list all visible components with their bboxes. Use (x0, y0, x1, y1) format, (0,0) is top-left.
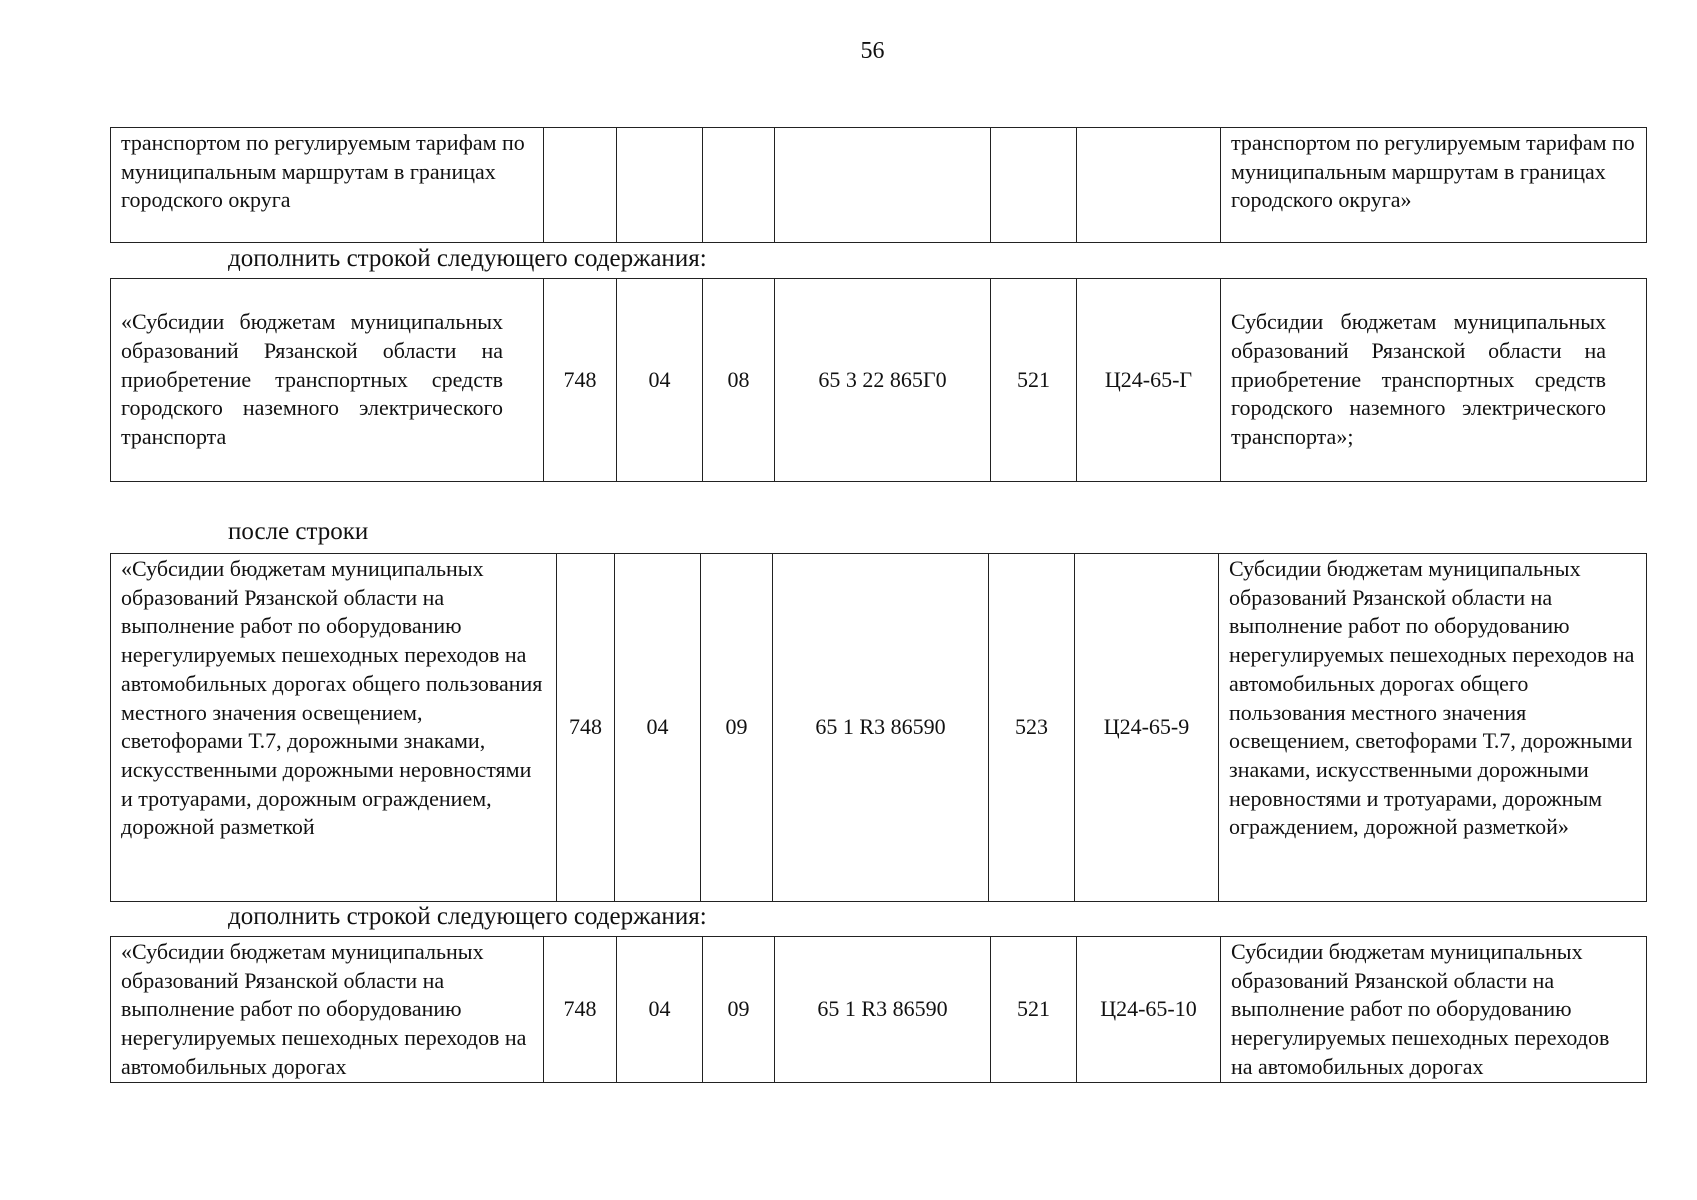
cell-target-article: 65 1 R3 86590 (775, 937, 991, 1083)
caption-after-row: после строки (228, 518, 369, 545)
row-target-description (1221, 279, 1647, 482)
cell-target-article: 65 1 R3 86590 (773, 554, 989, 902)
page-number: 56 (860, 38, 885, 64)
description-main: «Субсидии бюджетам муниципальных образований Рязанской области на приобретение транспортных средств городского наземного электрического (121, 309, 503, 421)
cell-code: 748 (544, 279, 617, 482)
row-target-description: Субсидии бюджетам муниципальных образований Рязанской области на выполнение работ по оборудованию нерегулируемых пешеходных переходов на автомобильных дорогах (1221, 937, 1647, 1083)
table-row (111, 128, 1647, 243)
budget-table-new-row-2 (110, 936, 1647, 1083)
cell-purpose-code (1077, 128, 1221, 243)
table-row (111, 554, 1647, 902)
cell-purpose-code: Ц24-65-Г (1077, 279, 1221, 482)
row-description: «Субсидии бюджетам муниципальных образований Рязанской области на выполнение работ по оборудованию нерегулируемых пешеходных переходов на автомобильных дорогах общего пользования местного значения освещением, светофорами Т.7, дорожными знаками, искусственными дорожными неровностями и тротуарами, дорожным ограждением, дорожной разметкой (111, 554, 557, 902)
budget-table-continued (110, 127, 1647, 243)
caption-add-row: дополнить строкой следующего содержания: (228, 245, 707, 272)
cell-code: 748 (544, 937, 617, 1083)
cell-purpose-code: Ц24-65-9 (1075, 554, 1219, 902)
target-main: Субсидии бюджетам муниципальных образований Рязанской области на приобретение транспортных средств городского наземного электрического (1231, 309, 1606, 421)
cell-expense-type (991, 128, 1077, 243)
cell-subsection: 09 (701, 554, 773, 902)
cell-purpose-code: Ц24-65-10 (1077, 937, 1221, 1083)
cell-section: 04 (617, 937, 703, 1083)
cell-section (617, 128, 703, 243)
cell-subsection: 08 (703, 279, 775, 482)
cell-section: 04 (615, 554, 701, 902)
budget-table-existing-row (110, 553, 1647, 902)
cell-expense-type: 521 (991, 279, 1077, 482)
caption-add-row: дополнить строкой следующего содержания: (228, 903, 707, 930)
cell-expense-type: 521 (991, 937, 1077, 1083)
table-row (111, 279, 1647, 482)
cell-code (544, 128, 617, 243)
cell-target-article: 65 3 22 865Г0 (775, 279, 991, 482)
cell-subsection: 09 (703, 937, 775, 1083)
target-last: транспорта»; (1231, 424, 1354, 450)
row-target-description: транспортом по регулируемым тарифам по муниципальным маршрутам в границах городского округа» (1221, 128, 1647, 243)
cell-code: 748 (557, 554, 615, 902)
row-target-description: Субсидии бюджетам муниципальных образований Рязанской области на выполнение работ по оборудованию нерегулируемых пешеходных переходов на автомобильных дорогах общего пользования местного значения освещением, светофорами Т.7, дорожными знаками, искусственными дорожными неровностями и тротуарами, дорожным ограждением, дорожной разметкой» (1219, 554, 1647, 902)
row-description: транспортом по регулируемым тарифам по муниципальным маршрутам в границах городского округа (111, 128, 544, 243)
row-description: «Субсидии бюджетам муниципальных образований Рязанской области на выполнение работ по оборудованию нерегулируемых пешеходных переходов на автомобильных дорогах (111, 937, 544, 1083)
cell-target-article (775, 128, 991, 243)
budget-table-new-row-1 (110, 278, 1647, 482)
cell-section: 04 (617, 279, 703, 482)
description-last: транспорта (121, 424, 227, 450)
table-row (111, 937, 1647, 1083)
row-description (111, 279, 544, 482)
cell-expense-type: 523 (989, 554, 1075, 902)
cell-subsection (703, 128, 775, 243)
